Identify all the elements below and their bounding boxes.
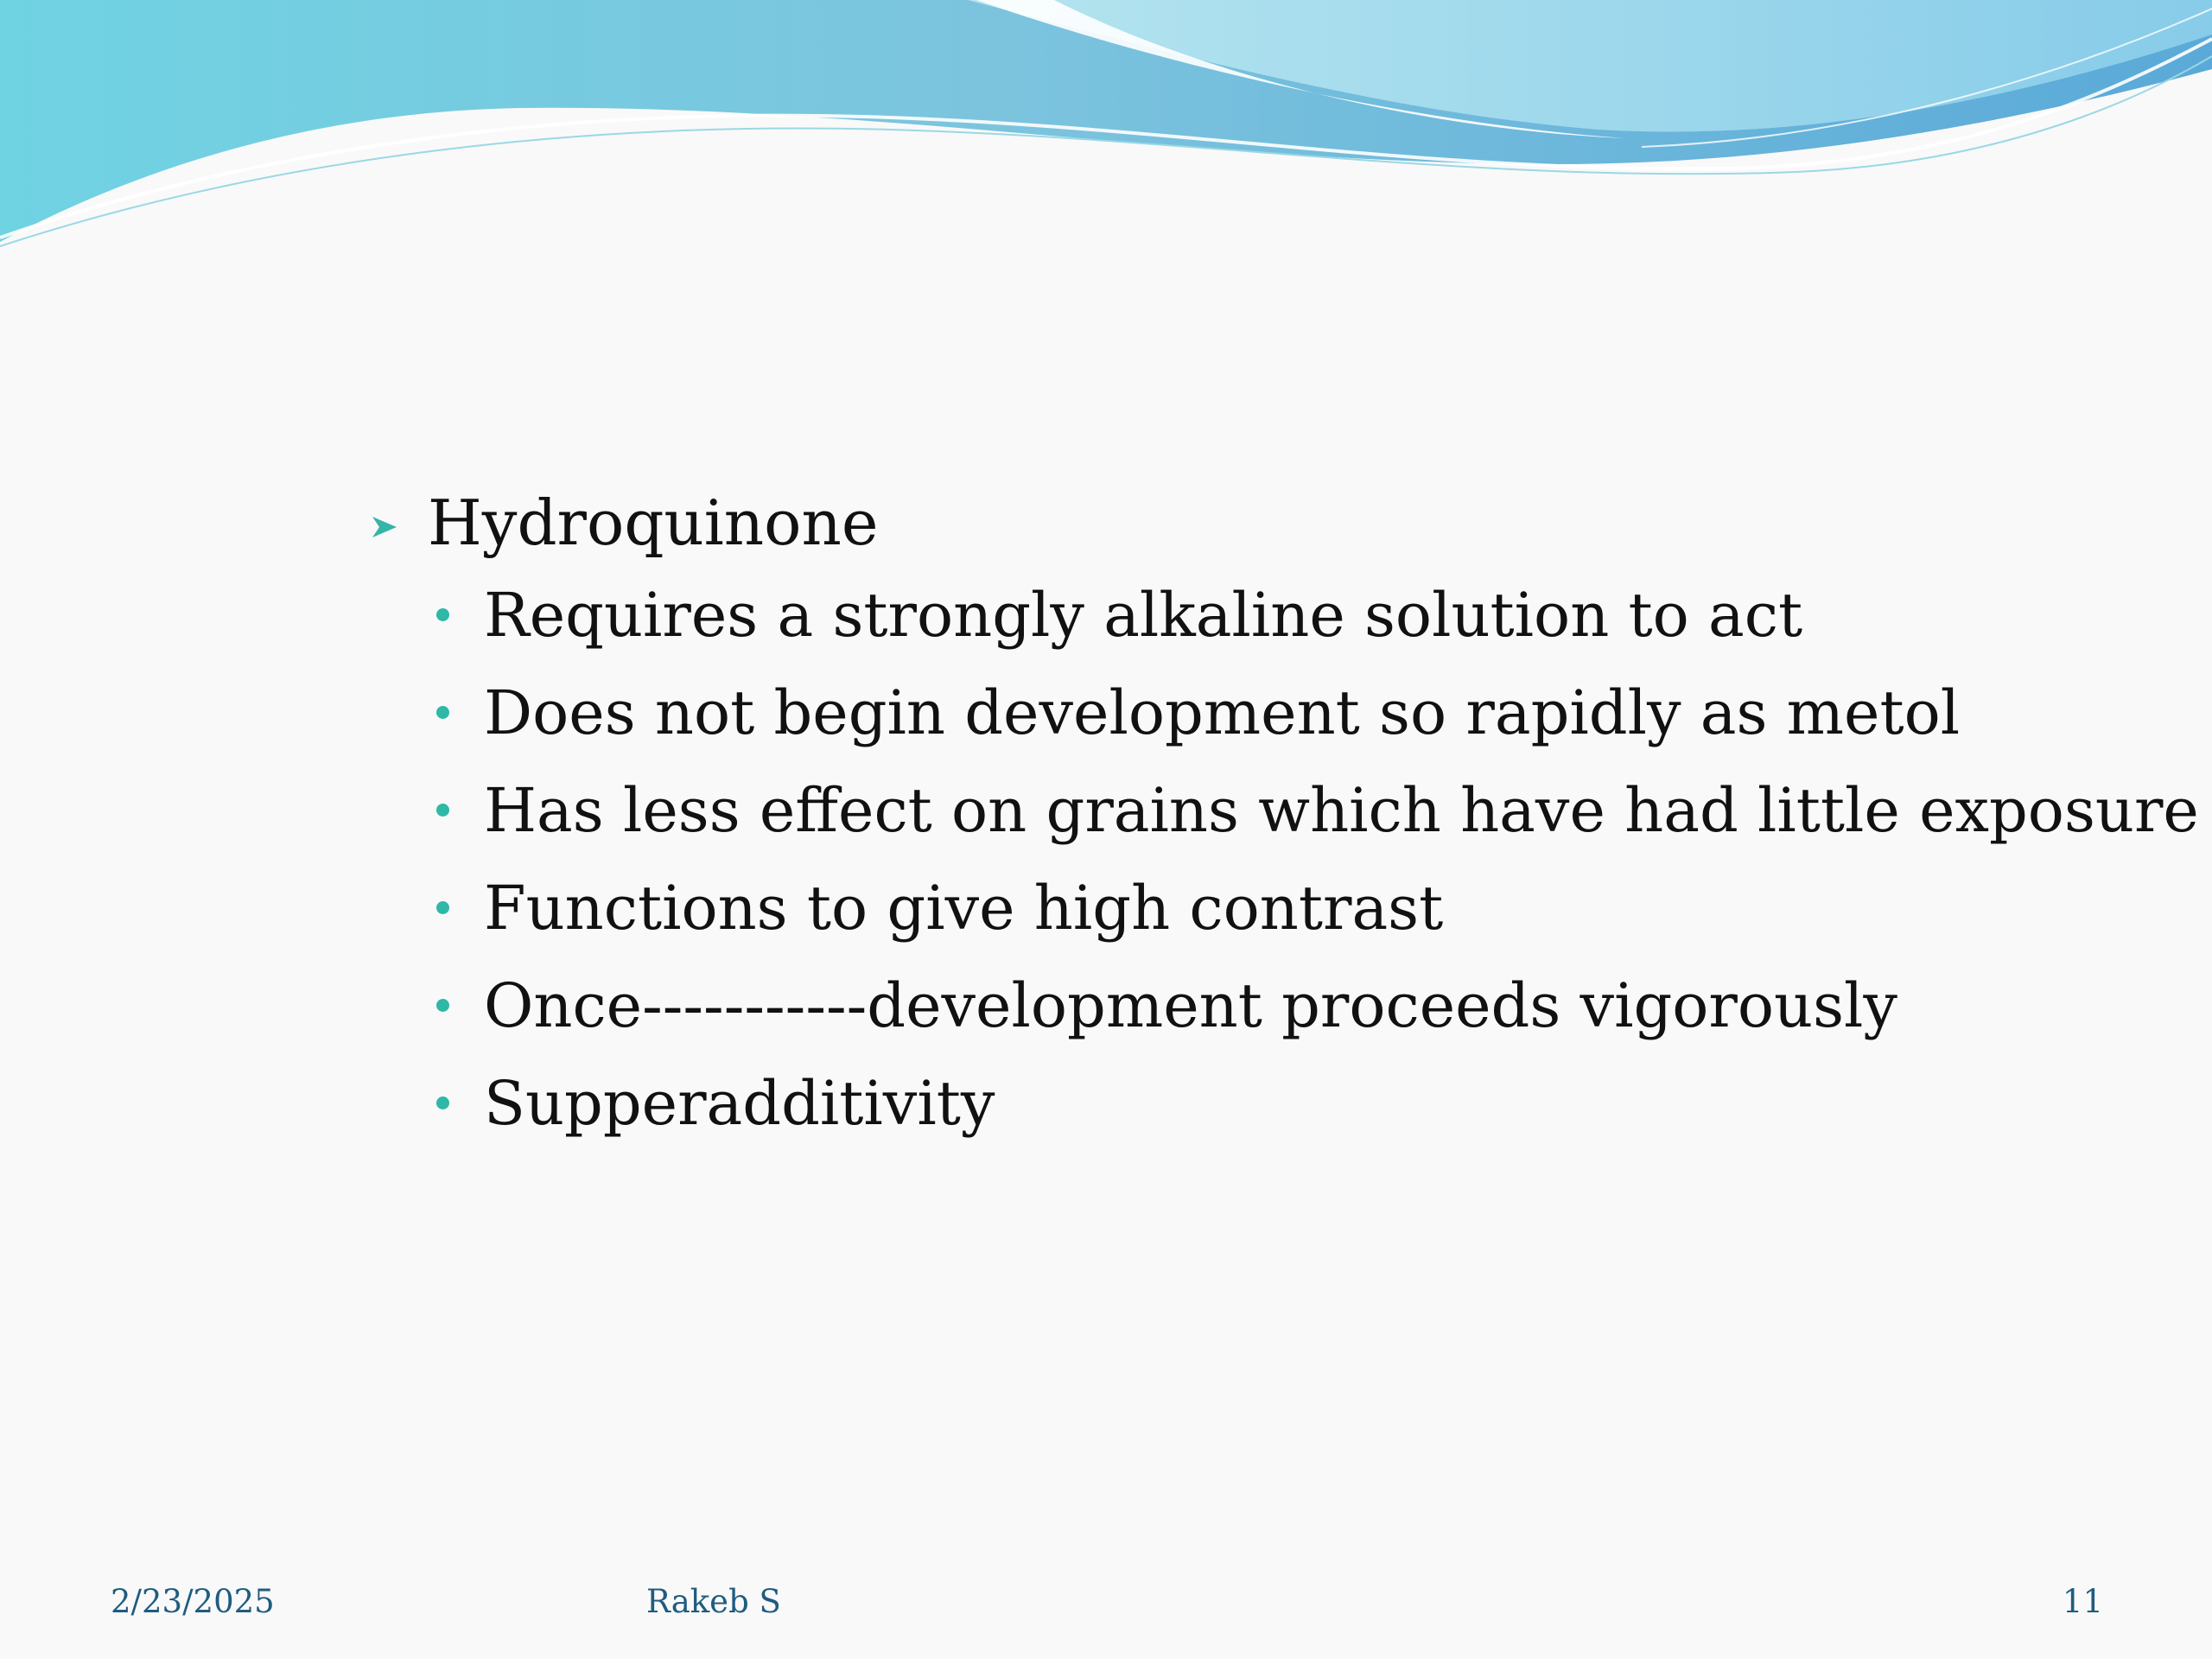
- dot-icon: [436, 608, 449, 621]
- dot-icon: [436, 901, 449, 914]
- slide-body: [367, 480, 2199, 1152]
- list-item: [436, 664, 2182, 761]
- dot-icon: [436, 1096, 449, 1109]
- list-item: [436, 761, 2199, 859]
- footer-author: Rakeb S: [646, 1583, 781, 1620]
- list-item-text: Has less effect on grains which have had little exposure: [484, 774, 2199, 846]
- arrowhead-icon: [367, 510, 402, 544]
- list-item-text: Requires a strongly alkaline solution to act: [484, 579, 1803, 651]
- list-item-text: Once-----------development proceeds vigorously: [484, 969, 1897, 1041]
- sub-bullet-list: [367, 566, 2199, 1152]
- list-item-text: Supperadditivity: [484, 1067, 995, 1139]
- list-item: [436, 957, 2182, 1054]
- list-item-text: Functions to give high contrast: [484, 872, 1444, 944]
- list-item: [436, 566, 2182, 664]
- header-wave-decoration: [0, 0, 2212, 259]
- footer-date: 2/23/2025: [111, 1583, 275, 1620]
- dot-icon: [436, 999, 449, 1012]
- slide-number: 11: [2062, 1583, 2103, 1620]
- heading-text: Hydroquinone: [428, 486, 879, 559]
- list-item: [436, 859, 2182, 957]
- heading-bullet-item: [367, 480, 2182, 566]
- list-item: [436, 1054, 2182, 1152]
- dot-icon: [436, 804, 449, 817]
- list-item-text: Does not begin development so rapidly as metol: [484, 677, 1961, 748]
- dot-icon: [436, 706, 449, 719]
